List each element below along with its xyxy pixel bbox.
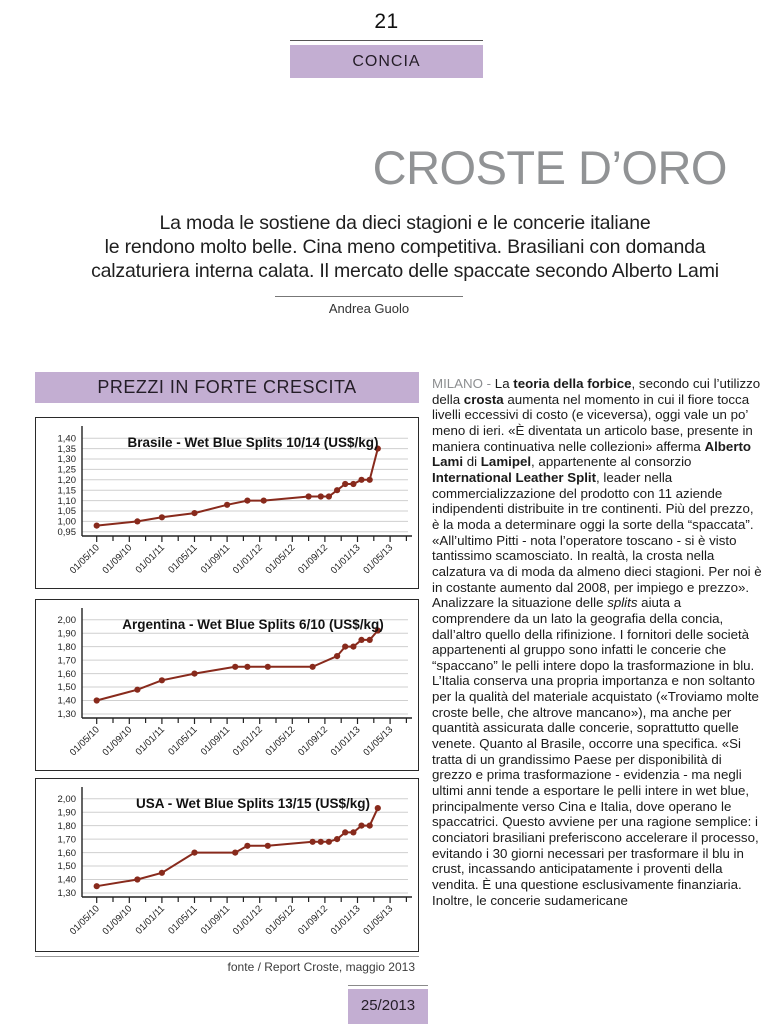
- svg-text:01/09/10: 01/09/10: [100, 724, 135, 759]
- issue-badge: 25/2013: [348, 989, 428, 1024]
- article-text-segment: La: [494, 376, 514, 391]
- article-text-segment: Alberto Lami: [432, 438, 752, 470]
- section-band: CONCIA: [290, 45, 483, 78]
- article-text-segment: di: [463, 454, 481, 470]
- svg-text:01/05/10: 01/05/10: [67, 542, 102, 577]
- article-text-segment: aumenta nel momento in cui il fiore tocca livelli eccessivi di costo (e viceversa), oggi vale un po’ meno di ieri. «È diventata un articolo base, presente in maniera continuativa nelle collezioni» afferma: [432, 391, 753, 454]
- charts-bottom-rule: [35, 956, 419, 957]
- svg-text:1,25: 1,25: [57, 464, 76, 476]
- svg-text:1,05: 1,05: [57, 506, 76, 518]
- svg-text:01/05/11: 01/05/11: [166, 724, 200, 758]
- author-rule: [275, 296, 463, 297]
- issue-rule: [348, 985, 428, 986]
- svg-text:2,00: 2,00: [57, 614, 76, 626]
- svg-text:1,40: 1,40: [57, 433, 76, 445]
- svg-text:0,95: 0,95: [57, 527, 76, 538]
- svg-text:01/05/10: 01/05/10: [67, 903, 102, 938]
- svg-text:01/05/13: 01/05/13: [361, 903, 396, 938]
- article-text-segment: , appartenente al consorzio: [531, 454, 692, 470]
- svg-text:01/09/10: 01/09/10: [100, 542, 135, 577]
- svg-text:01/01/13: 01/01/13: [328, 724, 363, 759]
- masthead: [290, 10, 483, 78]
- svg-text:1,30: 1,30: [57, 888, 76, 900]
- svg-text:1,80: 1,80: [57, 641, 76, 653]
- article-title: CROSTE D’ORO: [372, 141, 727, 194]
- svg-text:1,90: 1,90: [57, 807, 76, 819]
- svg-text:1,15: 1,15: [57, 485, 76, 497]
- article-text-segment: Lamipel: [480, 454, 532, 470]
- svg-text:1,35: 1,35: [57, 443, 76, 455]
- svg-text:01/09/12: 01/09/12: [296, 903, 331, 938]
- article-paragraph: [432, 376, 763, 595]
- svg-text:01/05/12: 01/05/12: [263, 542, 298, 577]
- article-text-segment: , leader nella commercializzazione del prodotto con 11 aziende indipendenti distribuite in tre continenti. Più del prezzo, è la moda a determinare oggi la sorte della “spaccata”. «All’ultimo Pitti - nota l’operatore toscano - si è visto tantissimo scamosciato. In realtà, la crosta nella calzatura va di moda da almeno dieci stagioni. Per noi è in costante aumento dal 2008, per impiego e prezzo».: [432, 469, 762, 595]
- article-text-segment: , secondo cui l’utilizzo della: [432, 376, 761, 407]
- svg-text:01/05/12: 01/05/12: [263, 724, 298, 759]
- chart-box-brasile: [35, 417, 419, 589]
- svg-text:1,70: 1,70: [57, 834, 76, 846]
- subtitle-line: le rendono molto belle. Cina meno competitiva. Brasiliani con domanda: [104, 236, 706, 258]
- svg-text:01/05/11: 01/05/11: [166, 542, 200, 576]
- svg-text:01/05/13: 01/05/13: [361, 542, 396, 577]
- svg-text:1,60: 1,60: [57, 668, 76, 680]
- article-subtitle: [60, 211, 750, 283]
- svg-text:01/01/11: 01/01/11: [133, 724, 168, 758]
- article-text-segment: crosta: [463, 391, 504, 407]
- svg-text:01/05/12: 01/05/12: [263, 903, 298, 938]
- svg-text:USA - Wet Blue Splits 13/15 (U: USA - Wet Blue Splits 13/15 (US$/kg): [135, 796, 371, 811]
- line-chart-svg: [36, 779, 418, 949]
- svg-text:01/01/12: 01/01/12: [230, 903, 265, 938]
- svg-text:1,60: 1,60: [57, 847, 76, 859]
- chart-box-argentina: [35, 599, 419, 771]
- svg-text:01/09/12: 01/09/12: [296, 542, 331, 577]
- svg-text:01/01/12: 01/01/12: [230, 724, 265, 759]
- page-number: 21: [374, 10, 399, 33]
- svg-text:1,00: 1,00: [57, 516, 76, 528]
- article-text-segment: MILANO -: [432, 376, 495, 391]
- article-text-segment: aiuta a comprendere da un lato la geografia della concia, dall’altro quello della rifinizione. I fornitori delle società appartenenti al gruppo sono infatti le concerie che “spaccano” le pelli intere dopo la trasformazione in blu. L’Italia conserva una propria importanza e non soltanto per la qualità del materiale acquistato («Troviamo molte croste belle, che altrove mancano»), ma anche per quantità assicurata dalle concerie, soprattutto quelle venete. Quanto al Brasile, occorre una specifica. «Si tratta di un grandissimo Paese per disponibilità di grezzo e prima trasformazione - evidenzia - ma negli ultimi anni tende a esportare le pelli intere in wet blue, principalmente verso Cina e Italia, dove operano le spaccatrici. Questo avviene per una ragione semplice: i conciatori brasiliani preferiscono accelerare il processo, evitando i 30 giorni necessari per trasformare il blu in crust, incassando anticipatamente i proventi della vendita. È una questione esclusivamente finanziaria. Inoltre, le concerie sudamericane: [432, 595, 759, 908]
- masthead-rule: [290, 40, 483, 41]
- article-paragraph: [432, 595, 763, 908]
- chart-box-usa: [35, 778, 419, 952]
- author-block: [275, 296, 463, 316]
- line-chart-svg: [36, 600, 418, 770]
- svg-text:1,20: 1,20: [57, 475, 76, 486]
- svg-text:1,80: 1,80: [57, 820, 76, 832]
- article-text-segment: splits: [607, 595, 638, 611]
- svg-text:1,50: 1,50: [57, 682, 76, 694]
- svg-text:1,70: 1,70: [57, 655, 76, 667]
- svg-text:01/01/12: 01/01/12: [230, 542, 265, 577]
- svg-text:01/09/11: 01/09/11: [198, 724, 233, 758]
- svg-text:01/09/10: 01/09/10: [100, 903, 135, 938]
- subtitle-line: calzaturiera interna calata. Il mercato delle spaccate secondo Alberto Lami: [91, 260, 719, 282]
- svg-text:Argentina - Wet Blue Splits 6/: Argentina - Wet Blue Splits 6/10 (US$/kg): [122, 617, 384, 632]
- source-note: fonte / Report Croste, maggio 2013: [227, 960, 415, 974]
- svg-text:01/01/13: 01/01/13: [328, 542, 363, 577]
- svg-text:01/09/11: 01/09/11: [198, 903, 233, 937]
- svg-text:01/01/13: 01/01/13: [328, 903, 363, 938]
- svg-text:1,30: 1,30: [57, 709, 76, 721]
- svg-text:01/05/13: 01/05/13: [361, 724, 396, 759]
- line-chart-svg: [36, 418, 418, 588]
- svg-text:2,00: 2,00: [57, 793, 76, 805]
- svg-text:1,10: 1,10: [57, 495, 76, 507]
- svg-text:01/09/11: 01/09/11: [198, 542, 233, 576]
- article-text-segment: International Leather Split: [432, 469, 597, 485]
- svg-text:1,40: 1,40: [57, 874, 76, 886]
- svg-text:1,90: 1,90: [57, 628, 76, 640]
- svg-text:Brasile - Wet Blue Splits 10/1: Brasile - Wet Blue Splits 10/14 (US$/kg): [127, 435, 379, 450]
- svg-text:1,50: 1,50: [57, 861, 76, 873]
- article-text-segment: teoria della forbice: [513, 376, 632, 391]
- svg-text:1,30: 1,30: [57, 454, 76, 466]
- article-text-segment: Analizzare la situazione delle: [432, 595, 608, 611]
- svg-text:01/05/11: 01/05/11: [166, 903, 200, 937]
- author-name: Andrea Guolo: [328, 301, 410, 316]
- subtitle-line: La moda le sostiene da dieci stagioni e le concerie italiane: [159, 212, 651, 234]
- svg-text:01/01/11: 01/01/11: [133, 542, 168, 576]
- svg-text:01/01/11: 01/01/11: [133, 903, 168, 937]
- article-column: [432, 376, 763, 908]
- svg-text:1,40: 1,40: [57, 695, 76, 707]
- svg-text:01/09/12: 01/09/12: [296, 724, 331, 759]
- charts-header: PREZZI IN FORTE CRESCITA: [35, 372, 419, 403]
- svg-text:01/05/10: 01/05/10: [67, 724, 102, 759]
